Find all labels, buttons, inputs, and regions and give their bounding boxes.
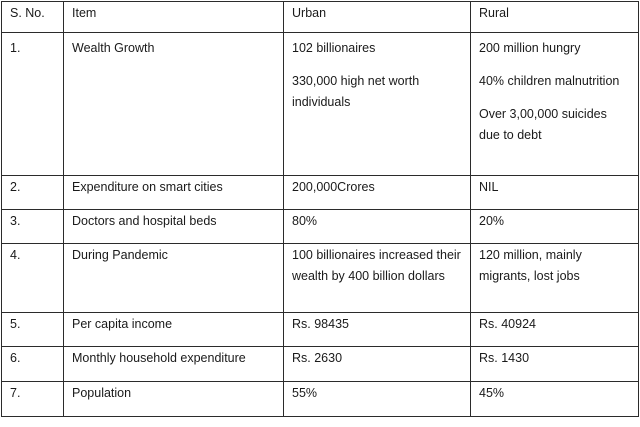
cell-item: Expenditure on smart cities [64, 176, 284, 210]
comparison-table [1, 1, 639, 417]
cell-line: 330,000 high net worth individuals [292, 74, 420, 109]
cell-line: 200 million hungry [479, 41, 581, 55]
cell-sno: 6. [2, 347, 64, 382]
cell-rural [471, 33, 639, 176]
header-item: Item [64, 2, 284, 33]
table-row [2, 33, 639, 176]
cell-urban: 200,000Crores [284, 176, 471, 210]
cell-line: Over 3,00,000 suicides due to debt [479, 107, 607, 142]
table-row [2, 313, 639, 347]
cell-urban [284, 33, 471, 176]
cell-urban: Rs. 98435 [284, 313, 471, 347]
table-header-row [2, 2, 639, 33]
cell-rural: 45% [471, 382, 639, 417]
cell-item: During Pandemic [64, 244, 284, 313]
cell-item: Per capita income [64, 313, 284, 347]
cell-urban: 55% [284, 382, 471, 417]
cell-rural: NIL [471, 176, 639, 210]
cell-item: Wealth Growth [64, 33, 284, 176]
table-row [2, 347, 639, 382]
cell-sno: 5. [2, 313, 64, 347]
cell-rural: 20% [471, 210, 639, 244]
cell-sno: 7. [2, 382, 64, 417]
table-row [2, 244, 639, 313]
table-row [2, 210, 639, 244]
header-rural: Rural [471, 2, 639, 33]
cell-sno: 1. [2, 33, 64, 176]
cell-item: Population [64, 382, 284, 417]
cell-line: 40% children malnutrition [479, 74, 620, 88]
cell-sno: 2. [2, 176, 64, 210]
cell-line: 102 billionaires [292, 41, 376, 55]
cell-sno: 4. [2, 244, 64, 313]
table-row [2, 176, 639, 210]
cell-item: Doctors and hospital beds [64, 210, 284, 244]
cell-rural: Rs. 40924 [471, 313, 639, 347]
cell-urban: Rs. 2630 [284, 347, 471, 382]
cell-rural: 120 million, mainly migrants, lost jobs [471, 244, 639, 313]
header-sno: S. No. [2, 2, 64, 33]
cell-sno: 3. [2, 210, 64, 244]
header-urban: Urban [284, 2, 471, 33]
cell-urban: 100 billionaires increased their wealth by 400 billion dollars [284, 244, 471, 313]
cell-urban: 80% [284, 210, 471, 244]
cell-rural: Rs. 1430 [471, 347, 639, 382]
table-row [2, 382, 639, 417]
cell-item: Monthly household expenditure [64, 347, 284, 382]
